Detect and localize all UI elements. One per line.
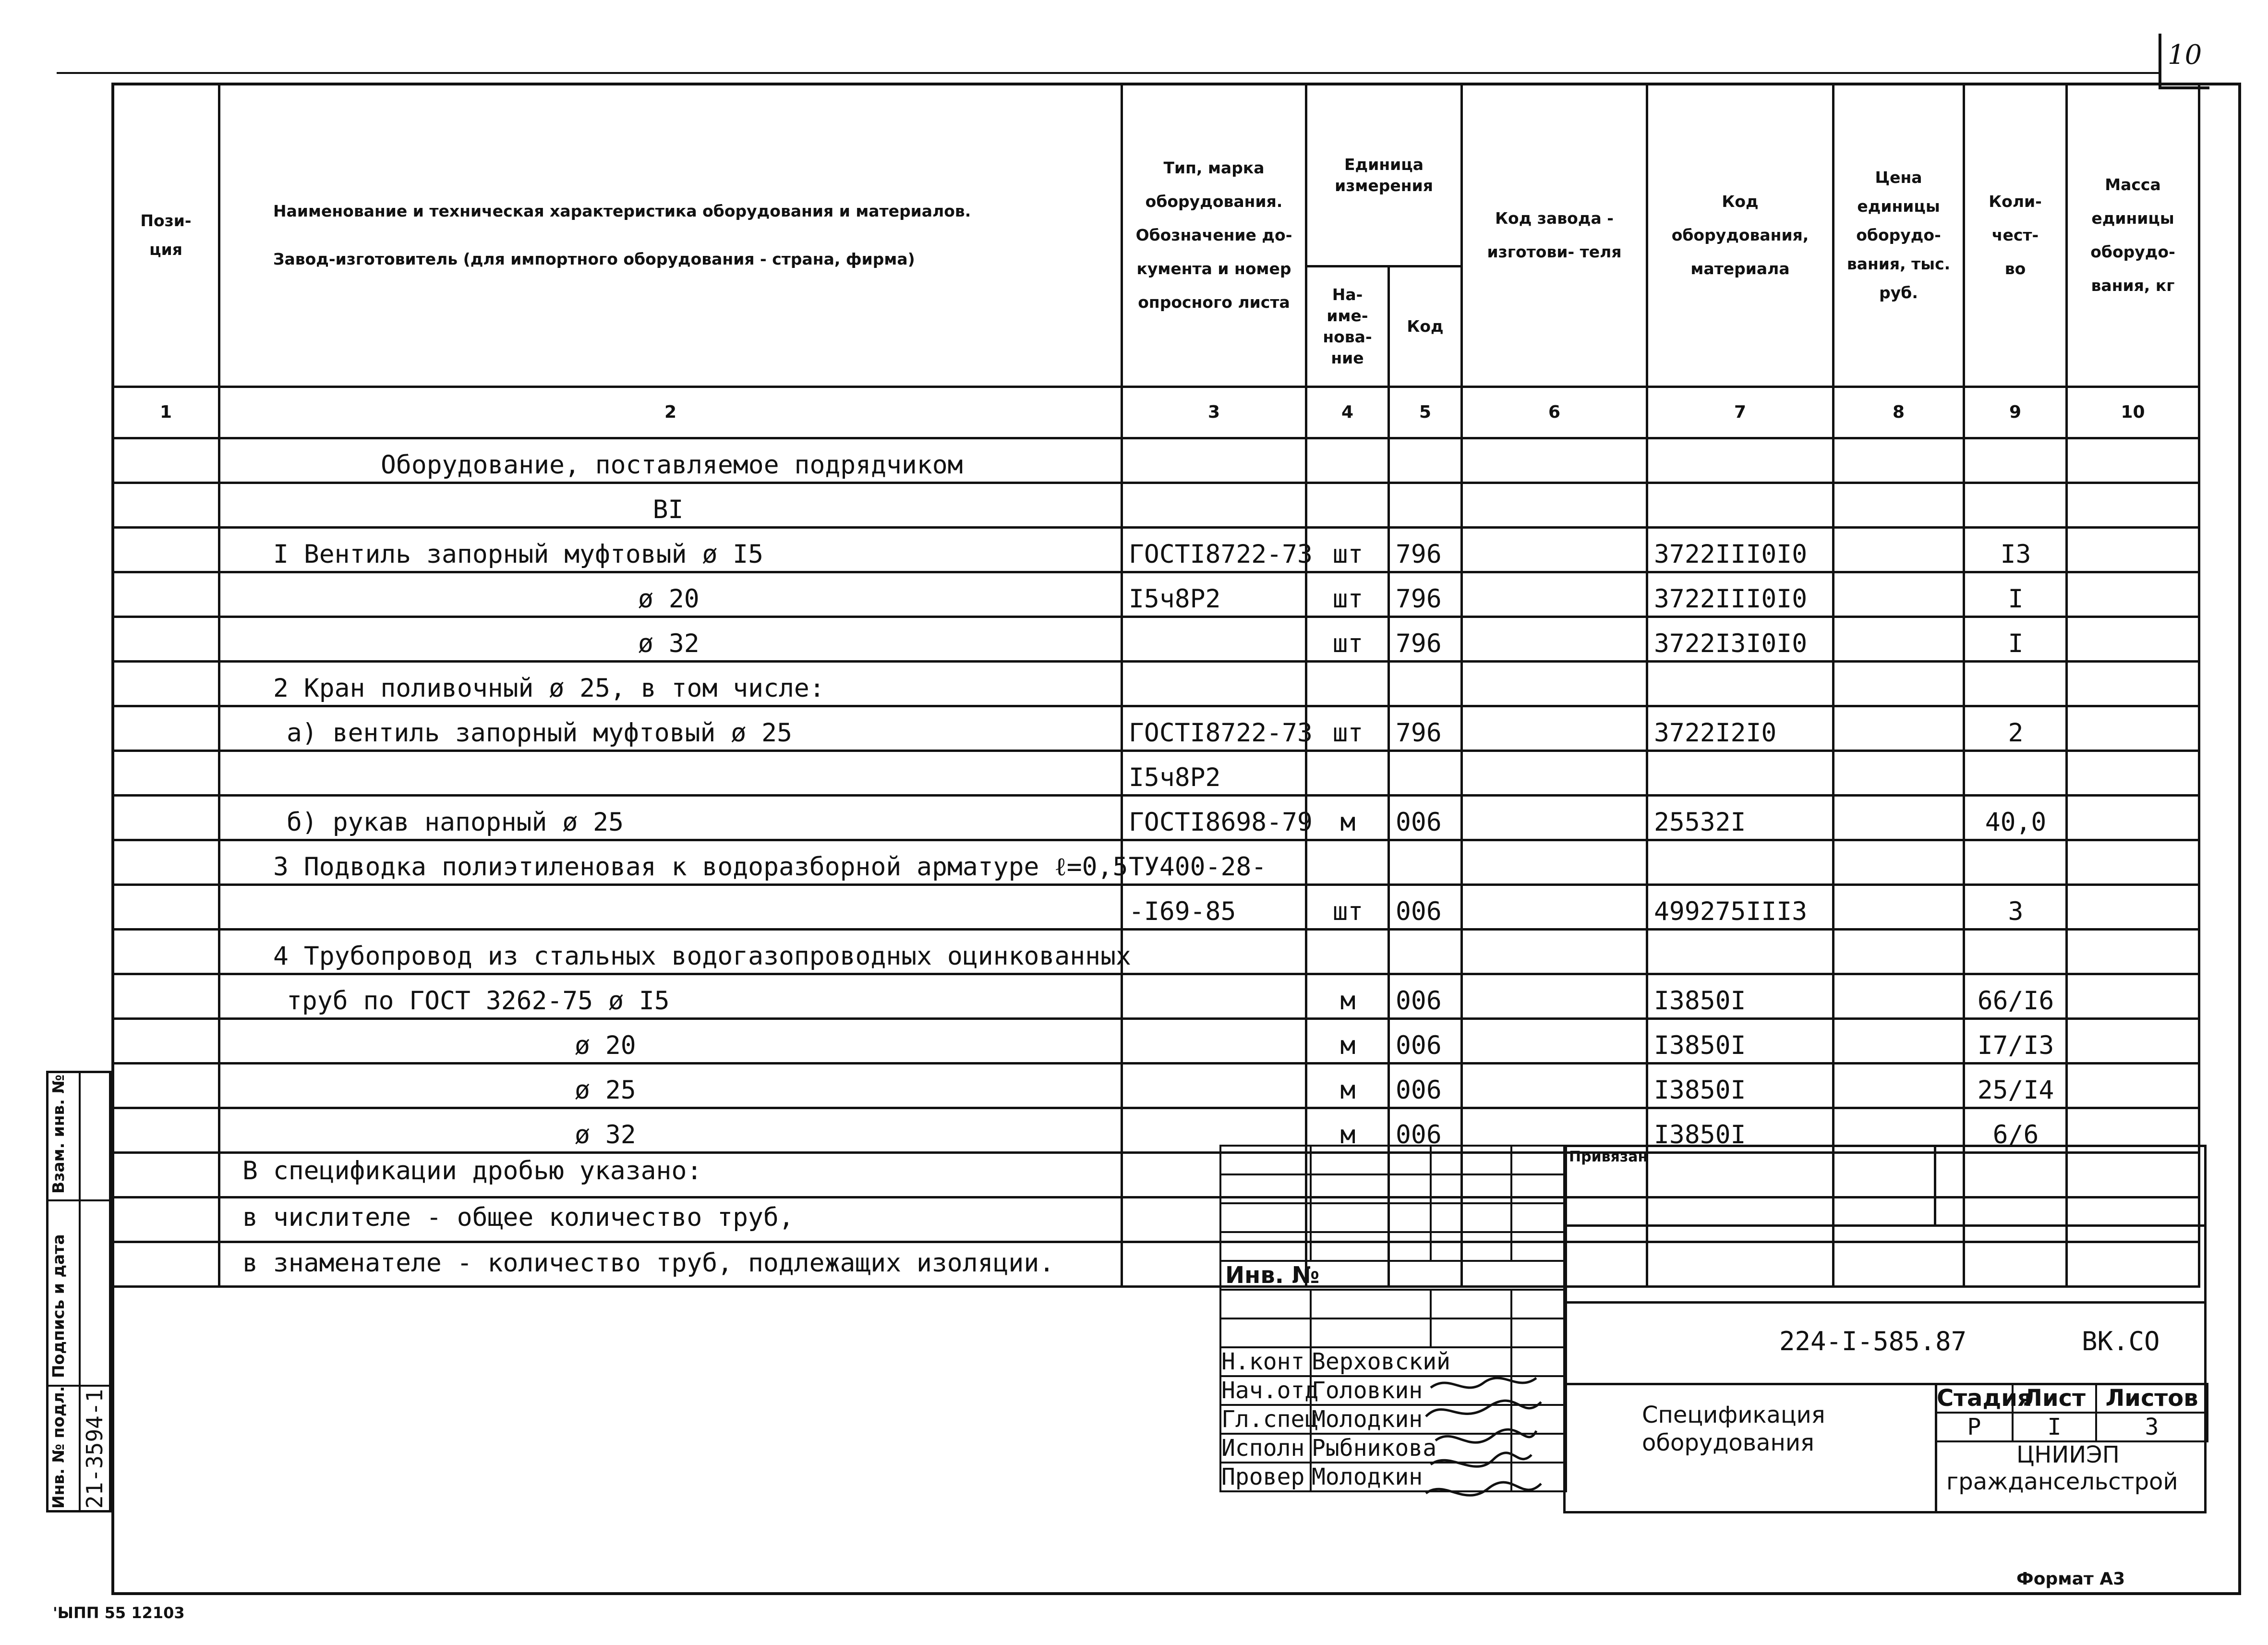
cell-quantity: 2	[1964, 706, 2067, 751]
cell-name: ø 32	[219, 1108, 1122, 1153]
cell-type: ГОСТI8698-79	[1122, 796, 1306, 840]
cell-mass	[2067, 1064, 2199, 1108]
cell-price	[1834, 1019, 1964, 1064]
header-quantity: Коли- чест- во	[1964, 84, 2067, 387]
signature-name: Рыбникова	[1311, 1434, 1511, 1463]
cell-name: BI	[219, 483, 1122, 528]
signature-role: Провер	[1220, 1463, 1311, 1491]
cell-equipment-code: 499275III3	[1647, 885, 1834, 930]
specification-table	[111, 83, 2200, 1288]
cell-equipment-code	[1647, 840, 1834, 885]
cell-unit: шт	[1306, 617, 1389, 662]
cell-unit-code: 796	[1389, 706, 1462, 751]
signature-name: Верховский	[1311, 1347, 1511, 1376]
cell-position	[113, 1153, 219, 1197]
organization-line2: граждансельстрой	[1946, 1468, 2178, 1495]
cell-quantity: I	[1964, 572, 2067, 617]
cell-type: ГОСТI8722-73	[1122, 706, 1306, 751]
column-number: 5	[1389, 387, 1462, 438]
cell-price	[1834, 974, 1964, 1019]
cell-equipment-code	[1647, 930, 1834, 974]
sheet-number: 10	[2168, 39, 2202, 71]
cell-type	[1122, 1064, 1306, 1108]
cell-type	[1122, 617, 1306, 662]
stage-label: Стадия	[1937, 1385, 2032, 1412]
cell-name: б) рукав напорный ø 25	[219, 796, 1122, 840]
cell-quantity: 25/I4	[1964, 1064, 2067, 1108]
cell-position	[113, 796, 219, 840]
table-row	[113, 1019, 2199, 1064]
cell-price	[1834, 528, 1964, 572]
cell-equipment-code: I3850I	[1647, 1108, 1834, 1153]
cell-quantity	[1964, 930, 2067, 974]
cell-unit	[1306, 662, 1389, 706]
cell-unit	[1306, 751, 1389, 796]
cell-position	[113, 528, 219, 572]
cell-price	[1834, 706, 1964, 751]
sheets-label: Листов	[2096, 1384, 2208, 1413]
cell-maker-code	[1462, 840, 1647, 885]
cell-quantity	[1964, 662, 2067, 706]
header-unit-group: Единица измерения	[1306, 84, 1462, 266]
cell-unit-code: 006	[1389, 885, 1462, 930]
column-number-row	[113, 387, 2199, 438]
cell-mass	[2067, 617, 2199, 662]
cell-position	[113, 974, 219, 1019]
cell-maker-code	[1462, 1064, 1647, 1108]
table-row	[113, 930, 2199, 974]
cell-equipment-code	[1647, 662, 1834, 706]
header-mass: Масса единицы оборудо- вания, кг	[2067, 84, 2199, 387]
cell-mass	[2067, 572, 2199, 617]
cell-unit: шт	[1306, 572, 1389, 617]
cell-unit: м	[1306, 974, 1389, 1019]
table-row	[113, 617, 2199, 662]
signature-role: Исполн	[1220, 1434, 1311, 1463]
cell-maker-code	[1462, 528, 1647, 572]
cell-unit-code	[1389, 438, 1462, 483]
column-number: 1	[113, 387, 219, 438]
cell-unit	[1306, 930, 1389, 974]
cell-equipment-code	[1647, 751, 1834, 796]
cell-quantity: 3	[1964, 885, 2067, 930]
cell-quantity	[1964, 751, 2067, 796]
table-row	[113, 840, 2199, 885]
table-row	[113, 974, 2199, 1019]
cell-quantity: 6/6	[1964, 1108, 2067, 1153]
side-label-inv-orig: Инв. № подл.	[49, 1386, 68, 1509]
cell-name: 3 Подводка полиэтиленовая к водоразборной арматуре ℓ=0,5	[219, 840, 1122, 885]
cell-position	[113, 885, 219, 930]
header-name-line2: Завод-изготовитель (для импортного оборудования - страна, фирма)	[273, 250, 915, 268]
cell-position	[113, 438, 219, 483]
cell-type: I5ч8Р2	[1122, 572, 1306, 617]
cell-mass	[2067, 706, 2199, 751]
cell-mass	[2067, 1019, 2199, 1064]
header-position: Пози- ция	[113, 84, 219, 387]
cell-price	[1834, 840, 1964, 885]
cell-unit: м	[1306, 1108, 1389, 1153]
signature-name: Молодкин	[1311, 1405, 1511, 1434]
table-row	[113, 662, 2199, 706]
cell-unit-code: 796	[1389, 528, 1462, 572]
cell-maker-code	[1462, 483, 1647, 528]
cell-equipment-code: I3850I	[1647, 974, 1834, 1019]
cell-mass	[2067, 930, 2199, 974]
stamp-divider	[1563, 1224, 2207, 1227]
cell-position	[113, 1108, 219, 1153]
cell-price	[1834, 438, 1964, 483]
cell-position	[113, 1019, 219, 1064]
cell-unit-code: 006	[1389, 974, 1462, 1019]
cell-mass	[2067, 662, 2199, 706]
cell-maker-code	[1462, 572, 1647, 617]
table-header-row	[113, 84, 2199, 266]
note-line: в знаменателе - количество труб, подлежащих изоляции.	[242, 1248, 1055, 1278]
cell-position	[113, 1242, 219, 1287]
cell-unit-code	[1389, 840, 1462, 885]
cell-unit: м	[1306, 1064, 1389, 1108]
signature-name: Молодкин	[1311, 1463, 1511, 1491]
left-strip-divider	[46, 1199, 111, 1201]
column-number: 10	[2067, 387, 2199, 438]
cell-name: ø 25	[219, 1064, 1122, 1108]
column-number: 7	[1647, 387, 1834, 438]
header-maker-code: Код завода - изготови- теля	[1462, 84, 1647, 387]
cell-equipment-code	[1647, 483, 1834, 528]
sheet-value: I	[2013, 1413, 2096, 1441]
cell-equipment-code: 3722III0I0	[1647, 528, 1834, 572]
left-strip-divider	[79, 1071, 81, 1512]
cell-equipment-code: I3850I	[1647, 1019, 1834, 1064]
cell-quantity: 40,0	[1964, 796, 2067, 840]
cell-type	[1122, 483, 1306, 528]
cell-price	[1834, 751, 1964, 796]
cell-maker-code	[1462, 885, 1647, 930]
cell-name	[219, 885, 1122, 930]
cell-maker-code	[1462, 706, 1647, 751]
signature-role: Гл.спец	[1221, 1406, 1319, 1433]
cell-unit-code: 006	[1389, 1064, 1462, 1108]
header-unit-name: На- име- нова- ние	[1306, 266, 1389, 387]
cell-unit-code	[1389, 930, 1462, 974]
cell-quantity: I7/I3	[1964, 1019, 2067, 1064]
side-label-sign-date: Подпись и дата	[49, 1234, 68, 1378]
cell-price	[1834, 483, 1964, 528]
cell-mass	[2067, 840, 2199, 885]
document-mark: ВК.СО	[2082, 1326, 2160, 1356]
cell-unit: шт	[1306, 528, 1389, 572]
cell-unit-code: 006	[1389, 796, 1462, 840]
handwritten-signature	[1421, 1368, 1546, 1522]
cell-mass	[2067, 483, 2199, 528]
cell-name: 2 Кран поливочный ø 25, в том числе:	[219, 662, 1122, 706]
table-row	[113, 483, 2199, 528]
cell-equipment-code: 3722III0I0	[1647, 572, 1834, 617]
document-title: Спецификация оборудования	[1642, 1402, 1825, 1456]
cell-mass	[2067, 885, 2199, 930]
header-equipment-code: Код оборудования, материала	[1647, 84, 1834, 387]
stamp-divider	[1934, 1145, 1936, 1226]
cell-quantity	[1964, 840, 2067, 885]
cell-type: ТУ400-28-	[1122, 840, 1306, 885]
cell-position	[113, 930, 219, 974]
privyazan-label: Привязан	[1569, 1149, 1648, 1165]
header-type: Тип, марка оборудования. Обозначение до- кумента и номер опросного листа	[1122, 84, 1306, 387]
cell-quantity	[1964, 483, 2067, 528]
cell-position	[113, 706, 219, 751]
cell-unit-code	[1389, 662, 1462, 706]
table-row	[113, 885, 2199, 930]
cell-type: ГОСТI8722-73	[1122, 528, 1306, 572]
table-row	[113, 796, 2199, 840]
cell-price	[1834, 662, 1964, 706]
header-name-line1: Наименование и техническая характеристика оборудования и материалов.	[273, 202, 971, 220]
header-name	[219, 84, 1122, 387]
format-label: Формат А3	[2016, 1569, 2125, 1589]
cell-position	[113, 1197, 219, 1242]
table-row	[113, 528, 2199, 572]
cell-unit	[1306, 840, 1389, 885]
cell-type: I5ч8Р2	[1122, 751, 1306, 796]
column-number: 9	[1964, 387, 2067, 438]
cell-position	[113, 662, 219, 706]
column-number: 4	[1306, 387, 1389, 438]
cell-price	[1834, 930, 1964, 974]
cell-equipment-code	[1647, 438, 1834, 483]
cell-mass	[2067, 751, 2199, 796]
column-number: 6	[1462, 387, 1647, 438]
stage-value: Р	[1936, 1413, 2013, 1441]
cell-name: а) вентиль запорный муфтовый ø 25	[219, 706, 1122, 751]
cell-position	[113, 840, 219, 885]
cell-price	[1834, 885, 1964, 930]
cell-mass	[2067, 796, 2199, 840]
stage-sheet-grid	[1935, 1383, 2208, 1442]
cell-name: ø 20	[219, 1019, 1122, 1064]
cell-unit-code	[1389, 751, 1462, 796]
cell-unit: шт	[1306, 885, 1389, 930]
footer-code: 'ЫПП 55 12103	[53, 1604, 185, 1622]
cell-quantity	[1964, 438, 2067, 483]
cell-name: ø 20	[219, 572, 1122, 617]
side-label-instead-inv: Взам. инв. №	[49, 1074, 68, 1194]
signature-role: Нач.отд	[1221, 1377, 1319, 1404]
cell-type	[1122, 974, 1306, 1019]
organization-line1: ЦНИИЭП	[2016, 1441, 2120, 1468]
column-number: 8	[1834, 387, 1964, 438]
cell-unit-code: 006	[1389, 1108, 1462, 1153]
cell-maker-code	[1462, 438, 1647, 483]
note-line: В спецификации дробью указано:	[242, 1156, 702, 1185]
cell-maker-code	[1462, 796, 1647, 840]
cell-name: 4 Трубопровод из стальных водогазопроводных оцинкованных	[219, 930, 1122, 974]
header-price: Цена единицы оборудо- вания, тыс. руб.	[1834, 84, 1964, 387]
cell-maker-code	[1462, 974, 1647, 1019]
cell-equipment-code: 3722I2I0	[1647, 706, 1834, 751]
cell-type: -I69-85	[1122, 885, 1306, 930]
cell-name: труб по ГОСТ 3262-75 ø I5	[219, 974, 1122, 1019]
cell-quantity: 66/I6	[1964, 974, 2067, 1019]
cell-name: Оборудование, поставляемое подрядчиком	[219, 438, 1122, 483]
cell-unit: шт	[1306, 706, 1389, 751]
column-number: 2	[219, 387, 1122, 438]
cell-position	[113, 572, 219, 617]
top-rule	[57, 72, 2159, 74]
cell-unit: м	[1306, 796, 1389, 840]
cell-equipment-code: I3850I	[1647, 1064, 1834, 1108]
cell-maker-code	[1462, 1019, 1647, 1064]
cell-price	[1834, 1064, 1964, 1108]
header-unit-code: Код	[1389, 266, 1462, 387]
cell-position	[113, 483, 219, 528]
signature-role: Н.конт	[1220, 1347, 1311, 1376]
cell-type	[1122, 1019, 1306, 1064]
stamp-divider	[1563, 1301, 2207, 1304]
cell-name	[219, 751, 1122, 796]
cell-maker-code	[1462, 662, 1647, 706]
cell-unit-code: 796	[1389, 617, 1462, 662]
table-row	[113, 706, 2199, 751]
cell-name: I Вентиль запорный муфтовый ø I5	[219, 528, 1122, 572]
cell-position	[113, 751, 219, 796]
cell-unit	[1306, 483, 1389, 528]
cell-type	[1122, 930, 1306, 974]
column-number: 3	[1122, 387, 1306, 438]
document-code: 224-I-585.87	[1779, 1326, 1967, 1356]
table-row	[113, 1064, 2199, 1108]
sheets-value: 3	[2096, 1413, 2208, 1441]
cell-unit-code	[1389, 483, 1462, 528]
cell-type	[1122, 662, 1306, 706]
table-row	[113, 438, 2199, 483]
cell-unit-code: 006	[1389, 1019, 1462, 1064]
note-line: в числителе - общее количество труб,	[242, 1203, 794, 1232]
cell-maker-code	[1462, 751, 1647, 796]
cell-equipment-code: 3722I3I0I0	[1647, 617, 1834, 662]
cell-equipment-code: 25532I	[1647, 796, 1834, 840]
inv-number-label: Инв. №	[1220, 1261, 1566, 1290]
cell-price	[1834, 617, 1964, 662]
cell-unit	[1306, 438, 1389, 483]
cell-maker-code	[1462, 930, 1647, 974]
signature-name: Головкин	[1311, 1376, 1511, 1405]
cell-quantity: I	[1964, 617, 2067, 662]
side-inv-value: 21-3594-1	[82, 1389, 108, 1509]
cell-mass	[2067, 438, 2199, 483]
table-row	[113, 572, 2199, 617]
cell-type	[1122, 438, 1306, 483]
cell-maker-code	[1462, 617, 1647, 662]
cell-position	[113, 1064, 219, 1108]
table-row	[113, 751, 2199, 796]
cell-position	[113, 617, 219, 662]
cell-price	[1834, 572, 1964, 617]
cell-unit: м	[1306, 1019, 1389, 1064]
cell-unit-code: 796	[1389, 572, 1462, 617]
sheet-label: Лист	[2013, 1384, 2096, 1413]
cell-price	[1834, 796, 1964, 840]
cell-mass	[2067, 974, 2199, 1019]
cell-name: ø 32	[219, 617, 1122, 662]
cell-mass	[2067, 528, 2199, 572]
cell-quantity: I3	[1964, 528, 2067, 572]
